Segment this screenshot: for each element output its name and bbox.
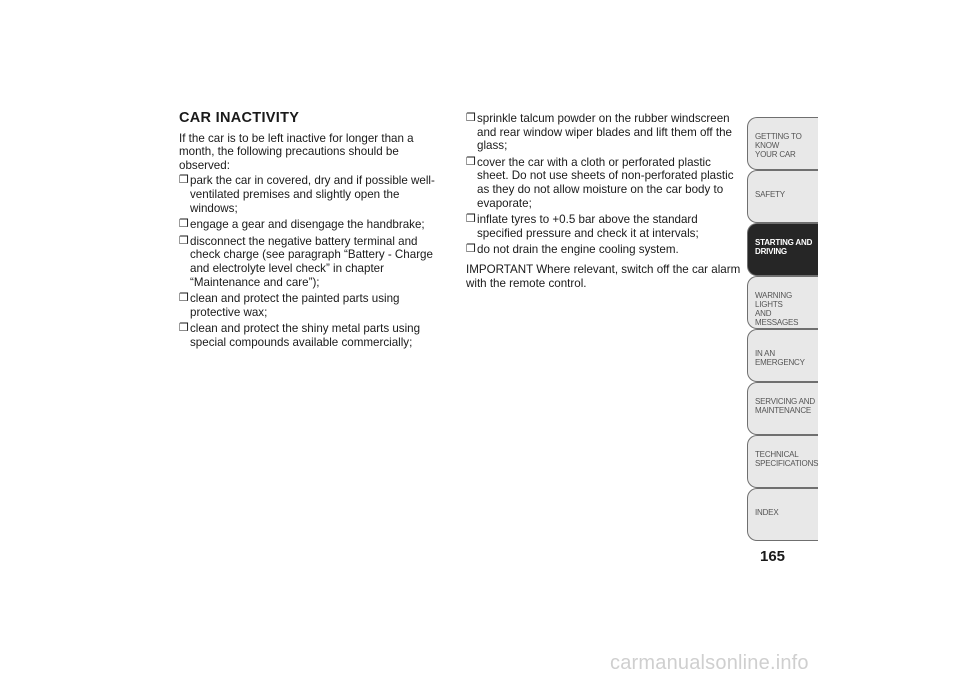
- tab-servicing-and-maintenance[interactable]: SERVICING AND MAINTENANCE: [747, 382, 818, 435]
- checkbox-bullet-icon: ❒: [466, 213, 476, 226]
- tab-index[interactable]: INDEX: [747, 488, 818, 541]
- intro-paragraph: If the car is to be left inactive for longer than a month, the following precautions should be observed:: [179, 131, 414, 172]
- list-item: ❒ clean and protect the painted parts using protective wax;: [179, 292, 400, 319]
- list-item: ❒ park the car in covered, dry and if possible well-ventilated premises and slightly open the windows;: [179, 174, 435, 215]
- list-item: ❒ engage a gear and disengage the handbrake;: [179, 218, 425, 232]
- left-bullet-list: [179, 174, 441, 349]
- checkbox-bullet-icon: ❒: [466, 112, 476, 124]
- checkbox-bullet-icon: ❒: [179, 174, 189, 187]
- list-item: ❒ inflate tyres to +0.5 bar above the standard specified pressure and check it at intervals;: [466, 213, 699, 240]
- tab-warning-lights-and-messages[interactable]: WARNING LIGHTS AND MESSAGES: [747, 276, 818, 329]
- checkbox-bullet-icon: ❒: [466, 155, 476, 168]
- checkbox-bullet-icon: ❒: [179, 322, 189, 335]
- list-item: ❒ cover the car with a cloth or perforated plastic sheet. Do not use sheets of non-perforated plastic as they do not allow moisture on the car body to evaporate;: [466, 155, 734, 210]
- tab-safety[interactable]: SAFETY: [747, 170, 818, 223]
- right-bullet-list: [466, 112, 742, 257]
- left-column: [179, 112, 441, 353]
- important-note: IMPORTANT Where relevant, switch off the car alarm with the remote control.: [466, 262, 741, 290]
- checkbox-bullet-icon: ❒: [179, 234, 189, 247]
- list-item: ❒ disconnect the negative battery terminal and check charge (see paragraph “Battery - Charge and electrolyte level check” in chapter “Maintenance and care”);: [179, 234, 433, 289]
- tab-technical-specifications[interactable]: TECHNICAL SPECIFICATIONS: [747, 435, 818, 488]
- tab-getting-to-know-your-car[interactable]: GETTING TO KNOW YOUR CAR: [747, 117, 818, 170]
- tab-in-an-emergency[interactable]: IN AN EMERGENCY: [747, 329, 818, 382]
- chapter-tabs: [747, 117, 818, 541]
- checkbox-bullet-icon: ❒: [179, 292, 189, 305]
- list-item: ❒ do not drain the engine cooling system.: [466, 243, 679, 257]
- section-title: CAR INACTIVITY: [179, 110, 300, 126]
- tab-starting-and-driving[interactable]: STARTING AND DRIVING: [747, 223, 818, 276]
- watermark: carmanualsonline.info: [610, 652, 809, 674]
- list-item: ❒ sprinkle talcum powder on the rubber windscreen and rear window wiper blades and lift them off the glass;: [466, 112, 732, 153]
- page-number: 165: [760, 548, 786, 565]
- checkbox-bullet-icon: ❒: [179, 218, 189, 231]
- checkbox-bullet-icon: ❒: [466, 243, 476, 256]
- list-item: ❒ clean and protect the shiny metal parts using special compounds available commercially;: [179, 322, 421, 349]
- right-column: [466, 112, 742, 290]
